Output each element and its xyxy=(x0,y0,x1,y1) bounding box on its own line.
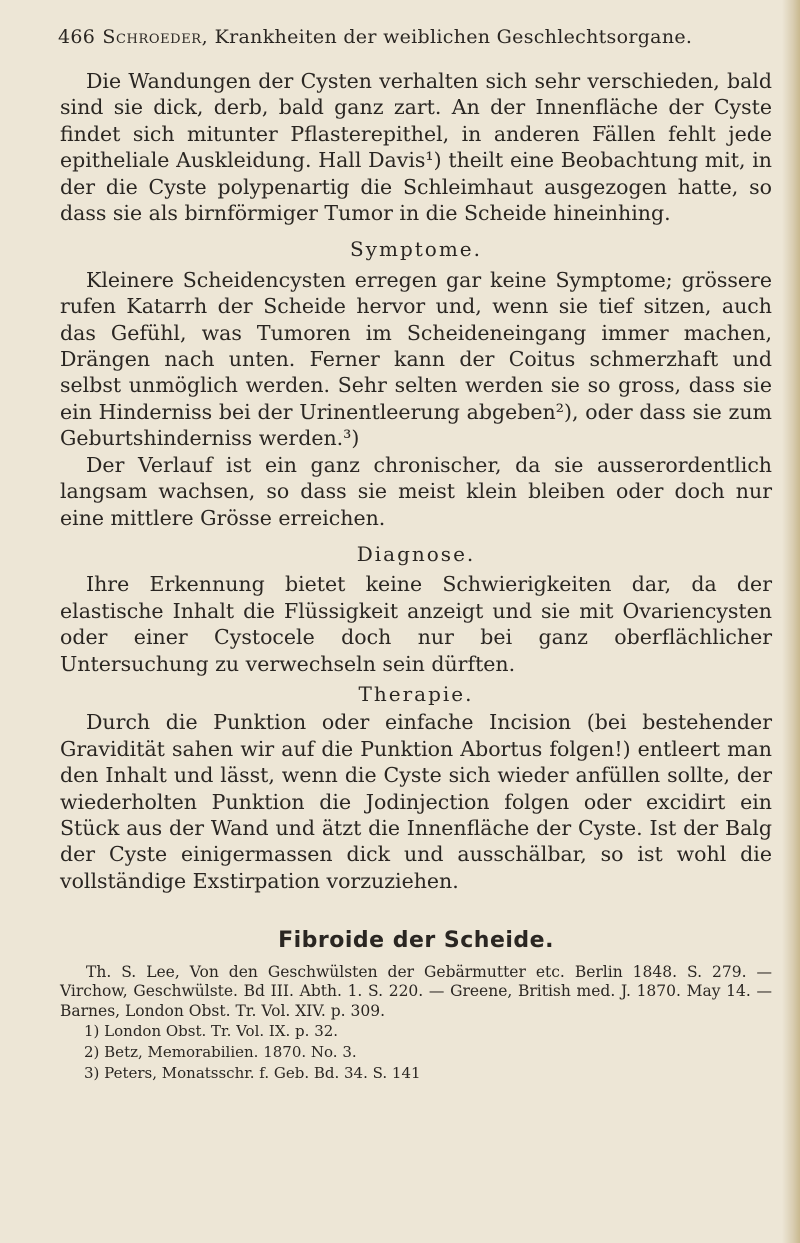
footnote-1: 1) London Obst. Tr. Vol. IX. p. 32. xyxy=(84,1022,339,1041)
literature-references: Th. S. Lee, Von den Geschwülsten der Gebärmutter etc. Berlin 1848. S. 279. — Virchow, Geschwülste. Bd III. Abth. 1. S. 220. — Greene, British med. J. 1870. May 14. — Barnes, London Obst. Tr. Vol. XIV. p. 309. xyxy=(60,962,772,1020)
footnote-3: 3) Peters, Monatsschr. f. Geb. Bd. 34. S. 141 xyxy=(84,1064,421,1083)
footnotes xyxy=(84,1021,772,1084)
paragraph-therapie: Durch die Punktion oder einfache Incision (bei bestehender Gravidität sahen wir auf die Punktion Abortus folgen!) entleert man den Inhalt und lässt, wenn die Cyste sich wieder anfüllen sollte, der wiederholten Punktion die Jodinjection folgen oder excidirt ein Stück aus der Wand und ätzt die Innenfläche der Cyste. Ist der Balg der Cyste einigermassen dick und ausschälbar, so ist wohl die vollständige Exstirpation vorzuziehen. xyxy=(60,710,772,893)
paragraph-diagnose: Ihre Erkennung bietet keine Schwierigkeiten dar, da der elastische Inhalt die Flüssigkeit anzeigt und sie mit Ovariencysten oder einer Cystocele doch nur bei ganz oberflächlicher Untersuchung zu verwechseln sein dürften. xyxy=(60,572,772,676)
heading-therapie: Therapie. xyxy=(358,681,474,706)
text-body xyxy=(60,68,772,1084)
paragraph-wandungen: Die Wandungen der Cysten verhalten sich sehr verschieden, bald sind sie dick, derb, bald ganz zart. An der Innenfläche der Cyste findet sich mitunter Pflasterepithel, in anderen Fällen fehlt jede epitheliale Auskleidung. Hall Davis¹) theilt eine Beobachtung mit, in der die Cyste polypenartig die Schleimhaut ausgezogen hatte, so dass sie als birnförmiger Tumor in die Scheide hineinhing. xyxy=(60,69,772,226)
section-title-fibroide: Fibroide der Scheide. xyxy=(278,928,554,954)
page-number: 466 xyxy=(58,26,96,48)
page-edge xyxy=(782,0,800,1243)
footnote-2: 2) Betz, Memorabilien. 1870. No. 3. xyxy=(84,1043,357,1062)
heading-diagnose: Diagnose. xyxy=(356,541,476,566)
running-header xyxy=(58,26,778,48)
paragraph-symptome: Kleinere Scheidencysten erregen gar keine Symptome; grössere rufen Katarrh der Scheide hervor und, wenn sie tief sitzen, auch das Gefühl, was Tumoren im Scheideneingang immer machen, Drängen nach unten. Ferner kann der Coitus schmerzhaft und selbst unmöglich werden. Sehr selten werden sie so gross, dass sie ein Hinderniss bei der Urinentleerung abgeben²), oder dass sie zum Geburtshinderniss werden.³) xyxy=(60,267,772,451)
paragraph-verlauf: Der Verlauf ist ein ganz chronischer, da sie ausserordentlich langsam wachsen, so dass sie meist klein bleiben oder doch nur eine mittlere Grösse erreichen. xyxy=(60,452,772,530)
header-author: Schroeder, xyxy=(102,26,209,48)
header-title: Krankheiten der weiblichen Geschlechtsorgane. xyxy=(214,26,693,48)
heading-symptome: Symptome. xyxy=(349,237,482,262)
